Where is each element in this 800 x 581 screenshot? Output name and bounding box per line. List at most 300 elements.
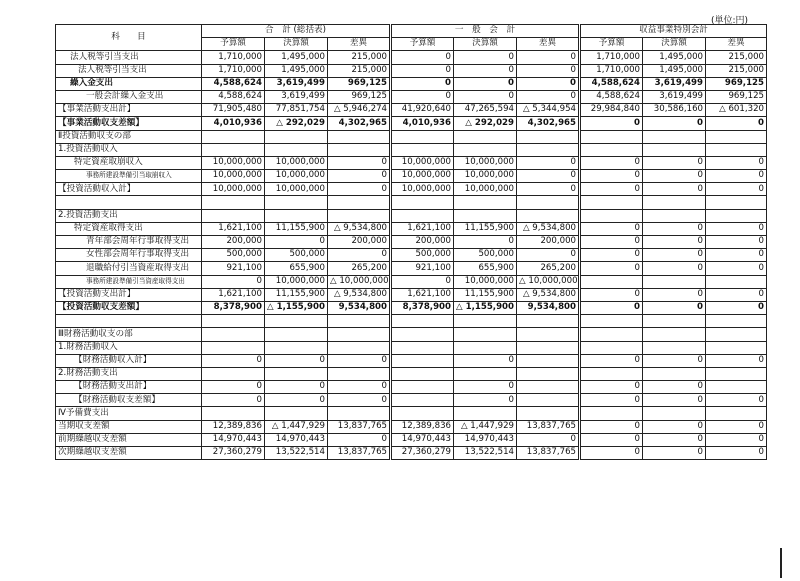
cell-value: 10,000,000 xyxy=(265,275,328,288)
cell-value: 0 xyxy=(328,183,391,196)
cell-value: 10,000,000 xyxy=(454,156,517,169)
row-label: 2.財務活動支出 xyxy=(56,367,202,380)
cell-value: 0 xyxy=(580,236,643,249)
cell-value: 14,970,443 xyxy=(265,433,328,446)
cell-value xyxy=(265,407,328,420)
cell-value xyxy=(454,196,517,209)
cell-value: 10,000,000 xyxy=(202,170,265,183)
cell-value: 969,125 xyxy=(328,77,391,90)
cell-value xyxy=(265,130,328,143)
cell-value: 9,534,800 xyxy=(517,301,580,314)
table-row xyxy=(56,77,767,90)
cell-value: 4,010,936 xyxy=(391,117,454,130)
cell-value: 0 xyxy=(706,394,767,407)
cell-value: 13,837,765 xyxy=(517,447,580,460)
cell-value: 11,155,900 xyxy=(454,222,517,235)
cell-value: 1,621,100 xyxy=(391,222,454,235)
cell-value: 500,000 xyxy=(265,249,328,262)
row-label: Ⅲ財務活動収支の部 xyxy=(56,328,202,341)
cell-value: 0 xyxy=(454,51,517,64)
cell-value xyxy=(454,130,517,143)
cell-value xyxy=(391,341,454,354)
cell-value: 0 xyxy=(580,301,643,314)
cell-value: 10,000,000 xyxy=(265,156,328,169)
cell-value: 1,710,000 xyxy=(580,64,643,77)
cell-value: 8,378,900 xyxy=(391,301,454,314)
cell-value xyxy=(580,275,643,288)
cell-value: 0 xyxy=(643,117,706,130)
cell-value xyxy=(580,328,643,341)
cell-value: 0 xyxy=(580,249,643,262)
cell-value xyxy=(580,315,643,328)
cell-value xyxy=(454,367,517,380)
cell-value xyxy=(706,209,767,222)
cell-value: 13,522,514 xyxy=(265,447,328,460)
cell-value: 0 xyxy=(517,170,580,183)
cell-value xyxy=(202,130,265,143)
cell-value: 8,378,900 xyxy=(202,301,265,314)
row-label: 1.財務活動収入 xyxy=(56,341,202,354)
cell-value: 1,710,000 xyxy=(580,51,643,64)
cell-value: △ 9,534,800 xyxy=(328,222,391,235)
cell-value: 10,000,000 xyxy=(265,183,328,196)
cell-value: 0 xyxy=(517,90,580,103)
cell-value: 4,588,624 xyxy=(580,90,643,103)
cell-value: 215,000 xyxy=(706,64,767,77)
cell-value xyxy=(454,407,517,420)
cell-value xyxy=(202,315,265,328)
cell-value: 0 xyxy=(706,420,767,433)
cell-value: △ 9,534,800 xyxy=(517,288,580,301)
row-label: 【財務活動収支差額】 xyxy=(56,394,202,407)
cell-value: 0 xyxy=(580,117,643,130)
cell-value: 0 xyxy=(265,236,328,249)
cell-value: 10,000,000 xyxy=(202,156,265,169)
table-row xyxy=(56,249,767,262)
cell-value: 0 xyxy=(643,381,706,394)
cell-value xyxy=(706,275,767,288)
cell-value: 265,200 xyxy=(328,262,391,275)
table-row xyxy=(56,447,767,460)
cell-value: 0 xyxy=(580,420,643,433)
cell-value: △ 9,534,800 xyxy=(328,288,391,301)
cell-value: 41,920,640 xyxy=(391,104,454,117)
table-row xyxy=(56,196,767,209)
cell-value xyxy=(265,315,328,328)
cell-value: 10,000,000 xyxy=(454,183,517,196)
cell-value xyxy=(643,367,706,380)
cell-value: 0 xyxy=(643,420,706,433)
cell-value xyxy=(706,381,767,394)
cell-value: △ 1,155,900 xyxy=(265,301,328,314)
cell-value: 11,155,900 xyxy=(265,288,328,301)
cell-value: 4,588,624 xyxy=(202,77,265,90)
cell-value: 4,302,965 xyxy=(328,117,391,130)
cell-value: 655,900 xyxy=(265,262,328,275)
cell-value xyxy=(706,315,767,328)
cell-value xyxy=(391,354,454,367)
cell-value xyxy=(391,315,454,328)
cell-value: △ 1,447,929 xyxy=(265,420,328,433)
cell-value xyxy=(517,328,580,341)
cell-value xyxy=(643,315,706,328)
cell-value: 14,970,443 xyxy=(454,433,517,446)
cell-value: 10,000,000 xyxy=(202,183,265,196)
cell-value xyxy=(580,143,643,156)
cell-value: 200,000 xyxy=(517,236,580,249)
cell-value xyxy=(202,143,265,156)
cell-value xyxy=(580,196,643,209)
cell-value: 10,000,000 xyxy=(391,156,454,169)
row-label: 退職給付引当資産取得支出 xyxy=(56,262,202,275)
cell-value: 11,155,900 xyxy=(265,222,328,235)
cell-value: △ 292,029 xyxy=(265,117,328,130)
cell-value xyxy=(328,328,391,341)
cell-value xyxy=(580,407,643,420)
cell-value: 1,495,000 xyxy=(643,51,706,64)
row-label: 特定資産取崩収入 xyxy=(56,156,202,169)
cell-value: 0 xyxy=(706,183,767,196)
cell-value: 0 xyxy=(517,64,580,77)
cell-value: 0 xyxy=(265,394,328,407)
cell-value xyxy=(328,209,391,222)
row-label: 【事業活動収支差額】 xyxy=(56,117,202,130)
cell-value: 921,100 xyxy=(391,262,454,275)
cell-value: △ 10,000,000 xyxy=(328,275,391,288)
budget-header: 予算額 xyxy=(391,38,454,51)
cell-value: 0 xyxy=(328,156,391,169)
cell-value xyxy=(517,143,580,156)
cell-value: 0 xyxy=(643,262,706,275)
cell-value: 1,621,100 xyxy=(202,288,265,301)
cell-value xyxy=(706,341,767,354)
row-label xyxy=(56,196,202,209)
cell-value: 13,837,765 xyxy=(328,447,391,460)
table-row xyxy=(56,90,767,103)
row-label: 【財務活動収入計】 xyxy=(56,354,202,367)
cell-value: △ 5,344,954 xyxy=(517,104,580,117)
cell-value: 500,000 xyxy=(454,249,517,262)
cell-value: 0 xyxy=(517,156,580,169)
cell-value: △ 1,447,929 xyxy=(454,420,517,433)
general-group-header: 一 般 会 計 xyxy=(391,25,580,38)
row-label: 前期繰越収支差額 xyxy=(56,433,202,446)
cell-value xyxy=(454,209,517,222)
cell-value: 0 xyxy=(265,381,328,394)
table-row xyxy=(56,262,767,275)
cell-value xyxy=(328,143,391,156)
table-row xyxy=(56,341,767,354)
cell-value: 47,265,594 xyxy=(454,104,517,117)
cell-value: 0 xyxy=(580,222,643,235)
cell-value: 0 xyxy=(517,77,580,90)
cell-value: 655,900 xyxy=(454,262,517,275)
cell-value: 0 xyxy=(706,354,767,367)
cell-value: 4,588,624 xyxy=(580,77,643,90)
cell-value: 1,621,100 xyxy=(202,222,265,235)
cell-value: 10,000,000 xyxy=(265,170,328,183)
cell-value xyxy=(265,143,328,156)
cell-value: 11,155,900 xyxy=(454,288,517,301)
table-row xyxy=(56,288,767,301)
table-row xyxy=(56,367,767,380)
table-row xyxy=(56,236,767,249)
cell-value: 0 xyxy=(391,275,454,288)
cell-value: 0 xyxy=(454,77,517,90)
cell-value: 71,905,480 xyxy=(202,104,265,117)
cell-value: 0 xyxy=(706,262,767,275)
row-label: Ⅱ投資活動収支の部 xyxy=(56,130,202,143)
cell-value: 0 xyxy=(391,51,454,64)
table-row xyxy=(56,64,767,77)
cell-value: 969,125 xyxy=(706,90,767,103)
cell-value xyxy=(202,328,265,341)
cell-value xyxy=(391,328,454,341)
settlement-header: 決算額 xyxy=(265,38,328,51)
cell-value: 0 xyxy=(706,249,767,262)
cell-value: 200,000 xyxy=(328,236,391,249)
cell-value: 0 xyxy=(643,170,706,183)
cell-value: 77,851,754 xyxy=(265,104,328,117)
cell-value: △ 9,534,800 xyxy=(517,222,580,235)
cell-value: 0 xyxy=(328,354,391,367)
table-row xyxy=(56,301,767,314)
row-label: 2.投資活動支出 xyxy=(56,209,202,222)
row-label: 【投資活動収入計】 xyxy=(56,183,202,196)
table-row xyxy=(56,156,767,169)
header-row-groups xyxy=(56,25,767,38)
row-label: 青年部会周年行事取得支出 xyxy=(56,236,202,249)
cell-value: 0 xyxy=(580,394,643,407)
table-row xyxy=(56,130,767,143)
cell-value: 0 xyxy=(580,288,643,301)
cell-value: 12,389,836 xyxy=(391,420,454,433)
unit-label: (単位:円) xyxy=(710,16,748,26)
cell-value: 0 xyxy=(328,381,391,394)
table-row xyxy=(56,315,767,328)
cell-value: 0 xyxy=(454,64,517,77)
cell-value: 29,984,840 xyxy=(580,104,643,117)
margin-mark xyxy=(780,548,782,578)
cell-value: 0 xyxy=(580,447,643,460)
table-row xyxy=(56,104,767,117)
cell-value xyxy=(580,367,643,380)
cell-value: △ 5,946,274 xyxy=(328,104,391,117)
cell-value: 0 xyxy=(580,156,643,169)
cell-value: 30,586,160 xyxy=(643,104,706,117)
cell-value: 4,010,936 xyxy=(202,117,265,130)
account-header: 科 目 xyxy=(56,25,202,51)
cell-value: 4,588,624 xyxy=(202,90,265,103)
cell-value: 12,389,836 xyxy=(202,420,265,433)
cell-value: 0 xyxy=(265,354,328,367)
cell-value xyxy=(580,341,643,354)
cell-value xyxy=(202,209,265,222)
cell-value xyxy=(643,209,706,222)
row-label: 【財務活動支出計】 xyxy=(56,381,202,394)
cell-value xyxy=(328,341,391,354)
cell-value: 0 xyxy=(580,262,643,275)
cell-value: 0 xyxy=(706,170,767,183)
table-row xyxy=(56,183,767,196)
settlement-header: 決算額 xyxy=(454,38,517,51)
cell-value xyxy=(517,381,580,394)
cell-value: 10,000,000 xyxy=(454,170,517,183)
cell-value xyxy=(706,367,767,380)
row-label: 事務所建設準備引当資産取得支出 xyxy=(56,275,202,288)
row-label: 女性部会周年行事取得支出 xyxy=(56,249,202,262)
table-row xyxy=(56,143,767,156)
cell-value xyxy=(391,143,454,156)
cell-value: 0 xyxy=(706,236,767,249)
cell-value: 10,000,000 xyxy=(391,183,454,196)
row-label: 法人税等引当支出 xyxy=(56,51,202,64)
cell-value xyxy=(643,328,706,341)
table-row xyxy=(56,433,767,446)
cell-value: 0 xyxy=(706,222,767,235)
cell-value: 10,000,000 xyxy=(391,170,454,183)
cell-value: 0 xyxy=(643,249,706,262)
table-row xyxy=(56,407,767,420)
table-row xyxy=(56,209,767,222)
cell-value xyxy=(643,407,706,420)
cell-value: 0 xyxy=(517,433,580,446)
cell-value: 0 xyxy=(643,433,706,446)
cell-value xyxy=(202,341,265,354)
cell-value xyxy=(391,209,454,222)
cell-value: 0 xyxy=(202,381,265,394)
cell-value: 13,837,765 xyxy=(517,420,580,433)
cell-value: 0 xyxy=(643,288,706,301)
table-row xyxy=(56,394,767,407)
cell-value: 27,360,279 xyxy=(391,447,454,460)
cell-value xyxy=(643,130,706,143)
cell-value xyxy=(391,394,454,407)
cell-value xyxy=(265,328,328,341)
cell-value: 0 xyxy=(517,249,580,262)
cell-value: 500,000 xyxy=(202,249,265,262)
cell-value: 969,125 xyxy=(328,90,391,103)
cell-value: 4,302,965 xyxy=(517,117,580,130)
cell-value xyxy=(265,196,328,209)
cell-value xyxy=(454,315,517,328)
cell-value xyxy=(517,315,580,328)
cell-value: 200,000 xyxy=(391,236,454,249)
cell-value xyxy=(643,143,706,156)
cell-value xyxy=(202,196,265,209)
cell-value: △ 1,155,900 xyxy=(454,301,517,314)
cell-value: 0 xyxy=(706,156,767,169)
diff-header: 差異 xyxy=(517,38,580,51)
cell-value: 0 xyxy=(454,236,517,249)
cell-value xyxy=(643,341,706,354)
cell-value xyxy=(202,407,265,420)
settlement-header: 決算額 xyxy=(643,38,706,51)
cell-value: 0 xyxy=(328,433,391,446)
budget-header: 予算額 xyxy=(580,38,643,51)
cell-value: △ 601,320 xyxy=(706,104,767,117)
cell-value xyxy=(643,196,706,209)
cell-value xyxy=(454,328,517,341)
cell-value: 0 xyxy=(580,381,643,394)
cell-value: 1,495,000 xyxy=(265,51,328,64)
cell-value xyxy=(391,381,454,394)
total-group-header: 合 計 (総括表) xyxy=(202,25,391,38)
cell-value: 14,970,443 xyxy=(202,433,265,446)
cell-value: 0 xyxy=(454,381,517,394)
row-label: 【投資活動収支差額】 xyxy=(56,301,202,314)
cell-value: 27,360,279 xyxy=(202,447,265,460)
cell-value: 0 xyxy=(391,77,454,90)
cell-value: 14,970,443 xyxy=(391,433,454,446)
cell-value: △ 10,000,000 xyxy=(517,275,580,288)
row-label: 一般会計繰入金支出 xyxy=(56,90,202,103)
cell-value: 1,495,000 xyxy=(265,64,328,77)
cell-value: 215,000 xyxy=(706,51,767,64)
row-label: 法人税等引当支出 xyxy=(56,64,202,77)
cell-value: 0 xyxy=(643,394,706,407)
cell-value: 0 xyxy=(643,236,706,249)
cell-value xyxy=(643,275,706,288)
budget-table xyxy=(55,24,767,460)
cell-value: 0 xyxy=(202,394,265,407)
cell-value: 0 xyxy=(706,301,767,314)
cell-value xyxy=(391,196,454,209)
cell-value: 200,000 xyxy=(202,236,265,249)
cell-value xyxy=(328,315,391,328)
cell-value: 0 xyxy=(643,156,706,169)
cell-value xyxy=(265,209,328,222)
cell-value: 500,000 xyxy=(391,249,454,262)
cell-value: 0 xyxy=(391,64,454,77)
cell-value xyxy=(706,143,767,156)
table-row xyxy=(56,222,767,235)
cell-value: 0 xyxy=(643,301,706,314)
cell-value: 0 xyxy=(643,183,706,196)
cell-value: 1,621,100 xyxy=(391,288,454,301)
table-row xyxy=(56,117,767,130)
cell-value xyxy=(454,143,517,156)
cell-value xyxy=(328,196,391,209)
cell-value: 0 xyxy=(706,447,767,460)
cell-value xyxy=(517,394,580,407)
cell-value xyxy=(517,407,580,420)
cell-value xyxy=(328,407,391,420)
cell-value xyxy=(706,328,767,341)
table-row xyxy=(56,420,767,433)
cell-value: 0 xyxy=(328,394,391,407)
cell-value xyxy=(391,407,454,420)
cell-value: 0 xyxy=(643,222,706,235)
diff-header: 差異 xyxy=(706,38,767,51)
cell-value: 0 xyxy=(454,90,517,103)
cell-value: 3,619,499 xyxy=(265,90,328,103)
row-label xyxy=(56,315,202,328)
row-label: 【事業活動支出計】 xyxy=(56,104,202,117)
cell-value xyxy=(328,367,391,380)
cell-value xyxy=(580,130,643,143)
row-label: 事務所建設準備引当取崩収入 xyxy=(56,170,202,183)
table-row xyxy=(56,170,767,183)
cell-value xyxy=(517,209,580,222)
cell-value: 1,710,000 xyxy=(202,51,265,64)
cell-value: 13,837,765 xyxy=(328,420,391,433)
cell-value: 0 xyxy=(454,394,517,407)
row-label: 次期繰越収支差額 xyxy=(56,447,202,460)
cell-value: 0 xyxy=(454,354,517,367)
row-label: 【投資活動支出計】 xyxy=(56,288,202,301)
cell-value: 10,000,000 xyxy=(454,275,517,288)
